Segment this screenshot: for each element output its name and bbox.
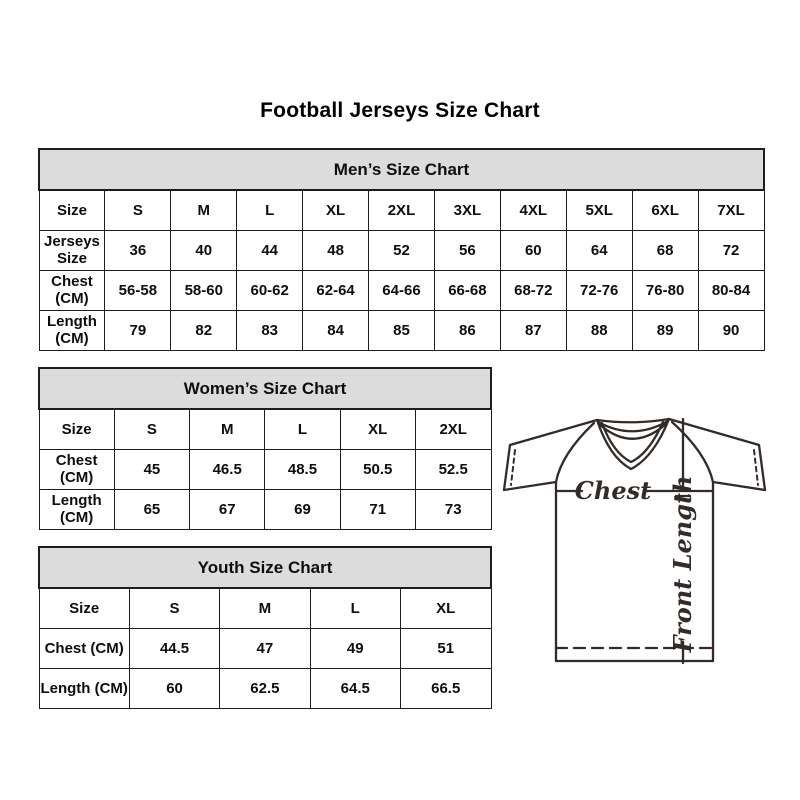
table-cell: 73 [415,489,491,529]
table-cell: XL [400,588,491,628]
table-header-row [39,368,491,409]
table-cell: 48.5 [265,449,340,489]
table-cell: M [190,409,265,449]
table-cell: 48 [303,230,369,270]
table-cell: 60 [500,230,566,270]
table-cell: 66.5 [400,668,491,708]
row-label: Chest (CM) [39,449,114,489]
table-cell: 68-72 [500,270,566,310]
table-cell: 76-80 [632,270,698,310]
row-label: Length (CM) [39,489,114,529]
table-cell: 69 [265,489,340,529]
table-cell: L [265,409,340,449]
table-row [39,449,491,489]
table-cell: 82 [171,310,237,350]
table-cell: 2XL [415,409,491,449]
table-cell: 89 [632,310,698,350]
table-cell: 52.5 [415,449,491,489]
table-cell: 49 [310,628,400,668]
row-label: Chest (CM) [39,270,105,310]
chest-label: Chest [574,476,652,505]
table-header-row [39,149,764,190]
table-cell: L [237,190,303,230]
womens-size-table [38,367,492,530]
table-cell: 44 [237,230,303,270]
row-label: Size [39,190,105,230]
table-cell: 80-84 [698,270,764,310]
table-cell: 44.5 [129,628,219,668]
table-title: Men’s Size Chart [39,149,764,190]
table-cell: 58-60 [171,270,237,310]
table-cell: 46.5 [190,449,265,489]
row-label: Size [39,409,114,449]
table-cell: S [105,190,171,230]
table-cell: 5XL [566,190,632,230]
table-cell: 72 [698,230,764,270]
table-cell: 86 [434,310,500,350]
table-cell: 60-62 [237,270,303,310]
table-cell: 64.5 [310,668,400,708]
table-cell: 51 [400,628,491,668]
table-title: Youth Size Chart [39,547,491,588]
table-cell: XL [340,409,415,449]
table-cell: 87 [500,310,566,350]
collar-outline [597,419,669,469]
table-row [39,270,764,310]
table-cell: 36 [105,230,171,270]
table-cell: 3XL [434,190,500,230]
table-row [39,230,764,270]
table-cell: 4XL [500,190,566,230]
table-row [39,628,491,668]
table-cell: 66-68 [434,270,500,310]
table-cell: 65 [114,489,189,529]
table-cell: 88 [566,310,632,350]
table-cell: 6XL [632,190,698,230]
table-title: Women’s Size Chart [39,368,491,409]
table-row [39,190,764,230]
front-length-label: Front Length [668,475,697,653]
page-title: Football Jerseys Size Chart [260,99,540,122]
table-cell: 60 [129,668,219,708]
table-cell: 90 [698,310,764,350]
table-row [39,489,491,529]
table-row [39,668,491,708]
table-header-row [39,547,491,588]
table-cell: 67 [190,489,265,529]
table-cell: 71 [340,489,415,529]
table-cell: L [310,588,400,628]
table-cell: M [220,588,310,628]
table-cell: 79 [105,310,171,350]
table-cell: 2XL [369,190,435,230]
table-cell: S [114,409,189,449]
row-label: Length (CM) [39,668,129,708]
table-cell: 64-66 [369,270,435,310]
table-cell: 56-58 [105,270,171,310]
table-cell: 83 [237,310,303,350]
mens-size-table [38,148,765,351]
youth-size-table [38,546,492,709]
table-cell: 52 [369,230,435,270]
table-row [39,588,491,628]
row-label: Chest (CM) [39,628,129,668]
table-cell: 64 [566,230,632,270]
table-cell: M [171,190,237,230]
table-row [39,409,491,449]
row-label: Length (CM) [39,310,105,350]
table-cell: 7XL [698,190,764,230]
table-cell: S [129,588,219,628]
table-cell: 45 [114,449,189,489]
table-cell: 68 [632,230,698,270]
table-cell: 40 [171,230,237,270]
row-label: Jerseys Size [39,230,105,270]
table-cell: XL [303,190,369,230]
table-cell: 62-64 [303,270,369,310]
table-cell: 84 [303,310,369,350]
table-cell: 85 [369,310,435,350]
table-cell: 72-76 [566,270,632,310]
row-label: Size [39,588,129,628]
table-cell: 47 [220,628,310,668]
table-row [39,310,764,350]
table-cell: 50.5 [340,449,415,489]
jersey-measurement-diagram [502,414,768,666]
table-cell: 62.5 [220,668,310,708]
table-cell: 56 [434,230,500,270]
